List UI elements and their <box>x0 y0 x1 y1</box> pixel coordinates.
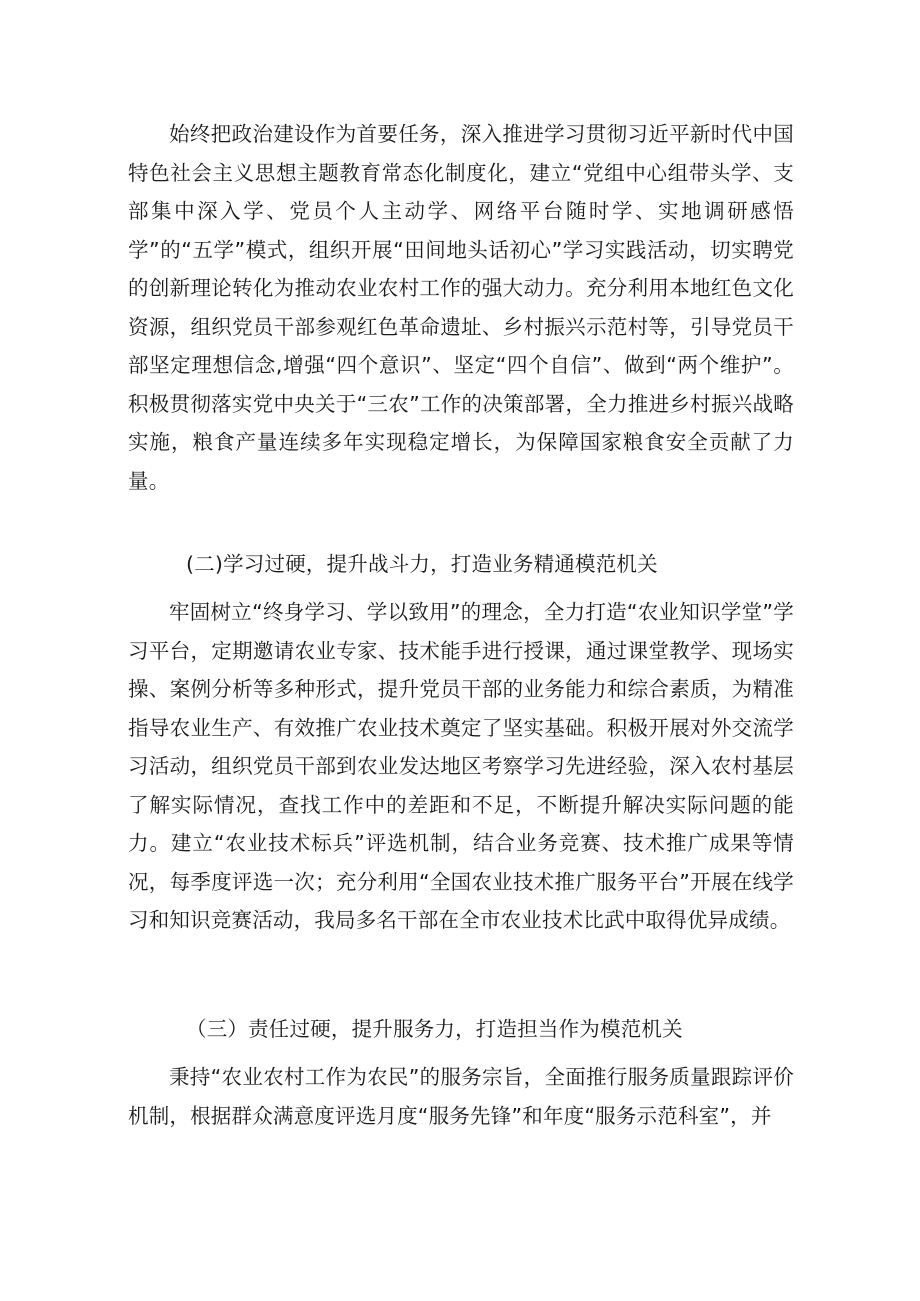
body-paragraph-political-building: 始终把政治建设作为首要任务，深入推进学习贯彻习近平新时代中国特色社会主义思想主题教育常态化制度化，建立“党组中心组带头学、支部集中深入学、党员个人主动学、网络平台随时学、实地调研感悟学”的“五学”模式，组织开展“田间地头话初心”学习实践活动，切实聘党的创新理论转化为推动农业农村工作的强大动力。充分利用本地红色文化资源，组织党员干部参观红色革命遗址、乡村振兴示范村等，引导党员干部坚定理想信念,增强“四个意识”、坚定“四个自信”、做到“两个维护”。积极贯彻落实党中央关于“三农”工作的决策部署，全力推进乡村振兴战略实施，粮食产量连续多年实现稳定增长，为保障国家粮食安全贡献了力量。 <box>128 122 794 493</box>
section-heading-learning: (二)学习过硬，提升战斗力，打造业务精通模范机关 <box>186 552 658 576</box>
section-heading-responsibility: （三）责任过硬，提升服务力，打造担当作为模范机关 <box>186 1017 683 1041</box>
body-paragraph-service: 秉持“农业农村工作为农民”的服务宗旨，全面推行服务质量跟踪评价机制，根据群众满意度评选月度“服务先锋”和年度“服务示范科室”，并 <box>128 1065 794 1128</box>
body-paragraph-learning: 牢固树立“终身学习、学以致用”的理念，全力打造“农业知识学堂”学习平台，定期邀请农业专家、技术能手进行授课，通过课堂教学、现场实操、案例分析等多种形式，提升党员干部的业务能力和综合素质，为精准指导农业生产、有效推广农业技术奠定了坚实基础。积极开展对外交流学习活动，组织党员干部到农业发达地区考察学习先进经验，深入农村基层了解实际情况，查找工作中的差距和不足，不断提升解决实际问题的能力。建立“农业技术标兵”评选机制，结合业务竞赛、技术推广成果等情况，每季度评选一次；充分利用“全国农业技术推广服务平台”开展在线学习和知识竞赛活动，我局多名干部在全市农业技术比武中取得优异成绩。 <box>128 600 794 932</box>
